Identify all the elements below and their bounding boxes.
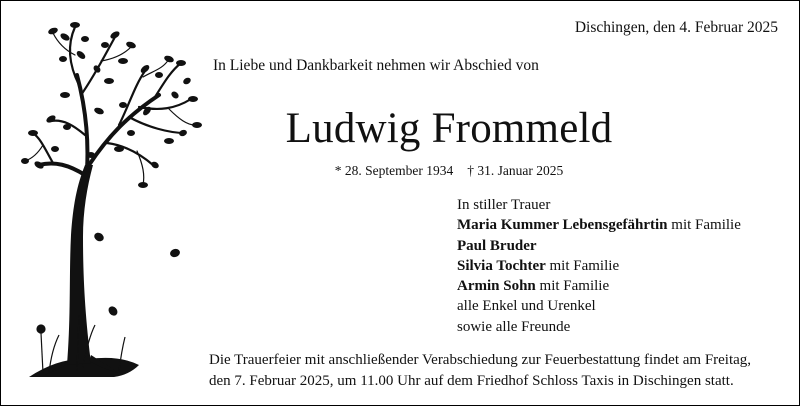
place-date: Dischingen, den 4. Februar 2025 bbox=[574, 19, 778, 36]
deceased-name: Ludwig Frommeld bbox=[285, 105, 613, 152]
life-dates bbox=[1, 163, 800, 179]
mourner-line: Silvia Tochter mit Familie bbox=[457, 257, 620, 274]
mourner-line: sowie alle Freunde bbox=[457, 318, 571, 335]
mourner-line: alle Enkel und Urenkel bbox=[457, 298, 596, 315]
tree-silhouette-icon bbox=[19, 15, 209, 387]
ceremony-line-1: Die Trauerfeier mit anschließender Verabschiedung zur Feuerbestattung findet am Freitag, bbox=[209, 352, 752, 368]
ceremony-line-2: den 7. Februar 2025, um 11.00 Uhr auf dem Friedhof Schloss Taxis in Dischingen statt. bbox=[209, 372, 734, 389]
intro-text: In Liebe und Dankbarkeit nehmen wir Abschied von bbox=[213, 57, 539, 74]
birth-date: * 28. September 1934 bbox=[334, 163, 454, 178]
mourner-line: Paul Bruder bbox=[457, 237, 537, 254]
mourner-line: Maria Kummer Lebensgefährtin mit Familie bbox=[457, 217, 741, 234]
mourners-list bbox=[457, 195, 741, 337]
mourner-line: Armin Sohn mit Familie bbox=[457, 278, 610, 295]
mourner-line: In stiller Trauer bbox=[457, 197, 551, 213]
ceremony-notice bbox=[209, 350, 751, 391]
death-date: † 31. Januar 2025 bbox=[467, 163, 564, 178]
